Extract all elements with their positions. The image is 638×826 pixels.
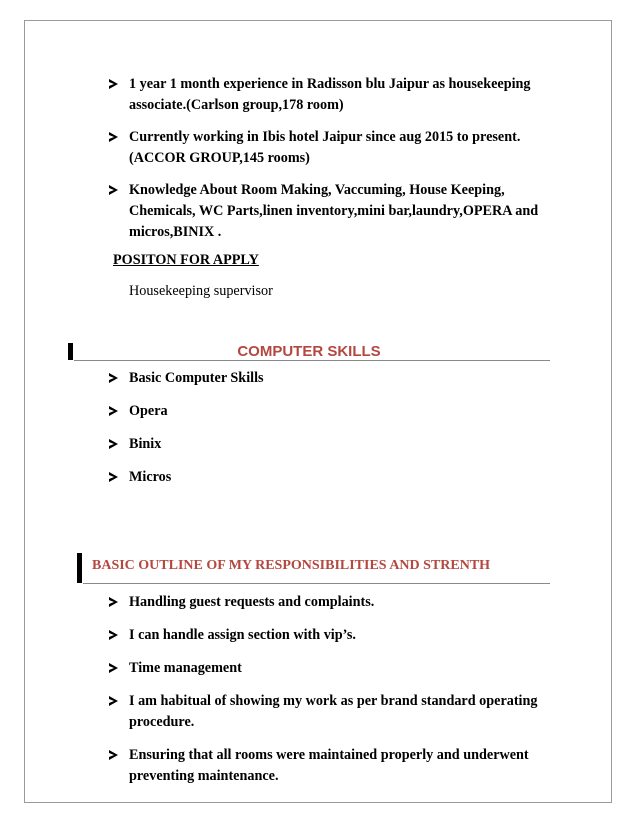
list-item: I am habitual of showing my work as per brand standard operating procedure. [109,691,555,733]
arrowhead-bullet-icon [109,185,118,195]
list-item: Ensuring that all rooms were maintained properly and underwent preventing maintenance. [109,745,555,787]
arrowhead-bullet-icon [109,132,118,142]
section-marker [77,553,82,583]
computer-skills-list [109,368,555,500]
arrowhead-bullet-icon [109,79,118,89]
position-heading: POSITON FOR APPLY [113,252,259,268]
arrowhead-bullet-icon [109,696,118,706]
list-item: Micros [109,467,555,488]
position-value: Housekeeping supervisor [129,283,273,299]
arrowhead-bullet-icon [109,472,118,482]
list-item: Handling guest requests and complaints. [109,592,555,613]
experience-list [109,74,555,254]
responsibilities-list [109,592,555,799]
arrowhead-bullet-icon [109,373,118,383]
resume-page [24,20,612,803]
arrowhead-bullet-icon [109,406,118,416]
section-divider [83,583,550,584]
list-item: Time management [109,658,555,679]
section-divider [74,360,550,361]
list-item: 1 year 1 month experience in Radisson blu Jaipur as housekeeping associate.(Carlson group,178 room) [109,74,555,116]
computer-skills-title: COMPUTER SKILLS [237,343,381,360]
list-item: Opera [109,401,555,422]
responsibilities-title: BASIC OUTLINE OF MY RESPONSIBILITIES AND STRENTH [92,558,491,573]
arrowhead-bullet-icon [109,439,118,449]
arrowhead-bullet-icon [109,750,118,760]
list-item: Basic Computer Skills [109,368,555,389]
arrowhead-bullet-icon [109,597,118,607]
list-item: Knowledge About Room Making, Vaccuming, House Keeping, Chemicals, WC Parts,linen inventory,mini bar,laundry,OPERA and micros,BINIX . [109,180,555,243]
list-item: Currently working in Ibis hotel Jaipur since aug 2015 to present. (ACCOR GROUP,145 rooms) [109,127,555,169]
list-item: Binix [109,434,555,455]
arrowhead-bullet-icon [109,663,118,673]
list-item: I can handle assign section with vip’s. [109,625,555,646]
arrowhead-bullet-icon [109,630,118,640]
